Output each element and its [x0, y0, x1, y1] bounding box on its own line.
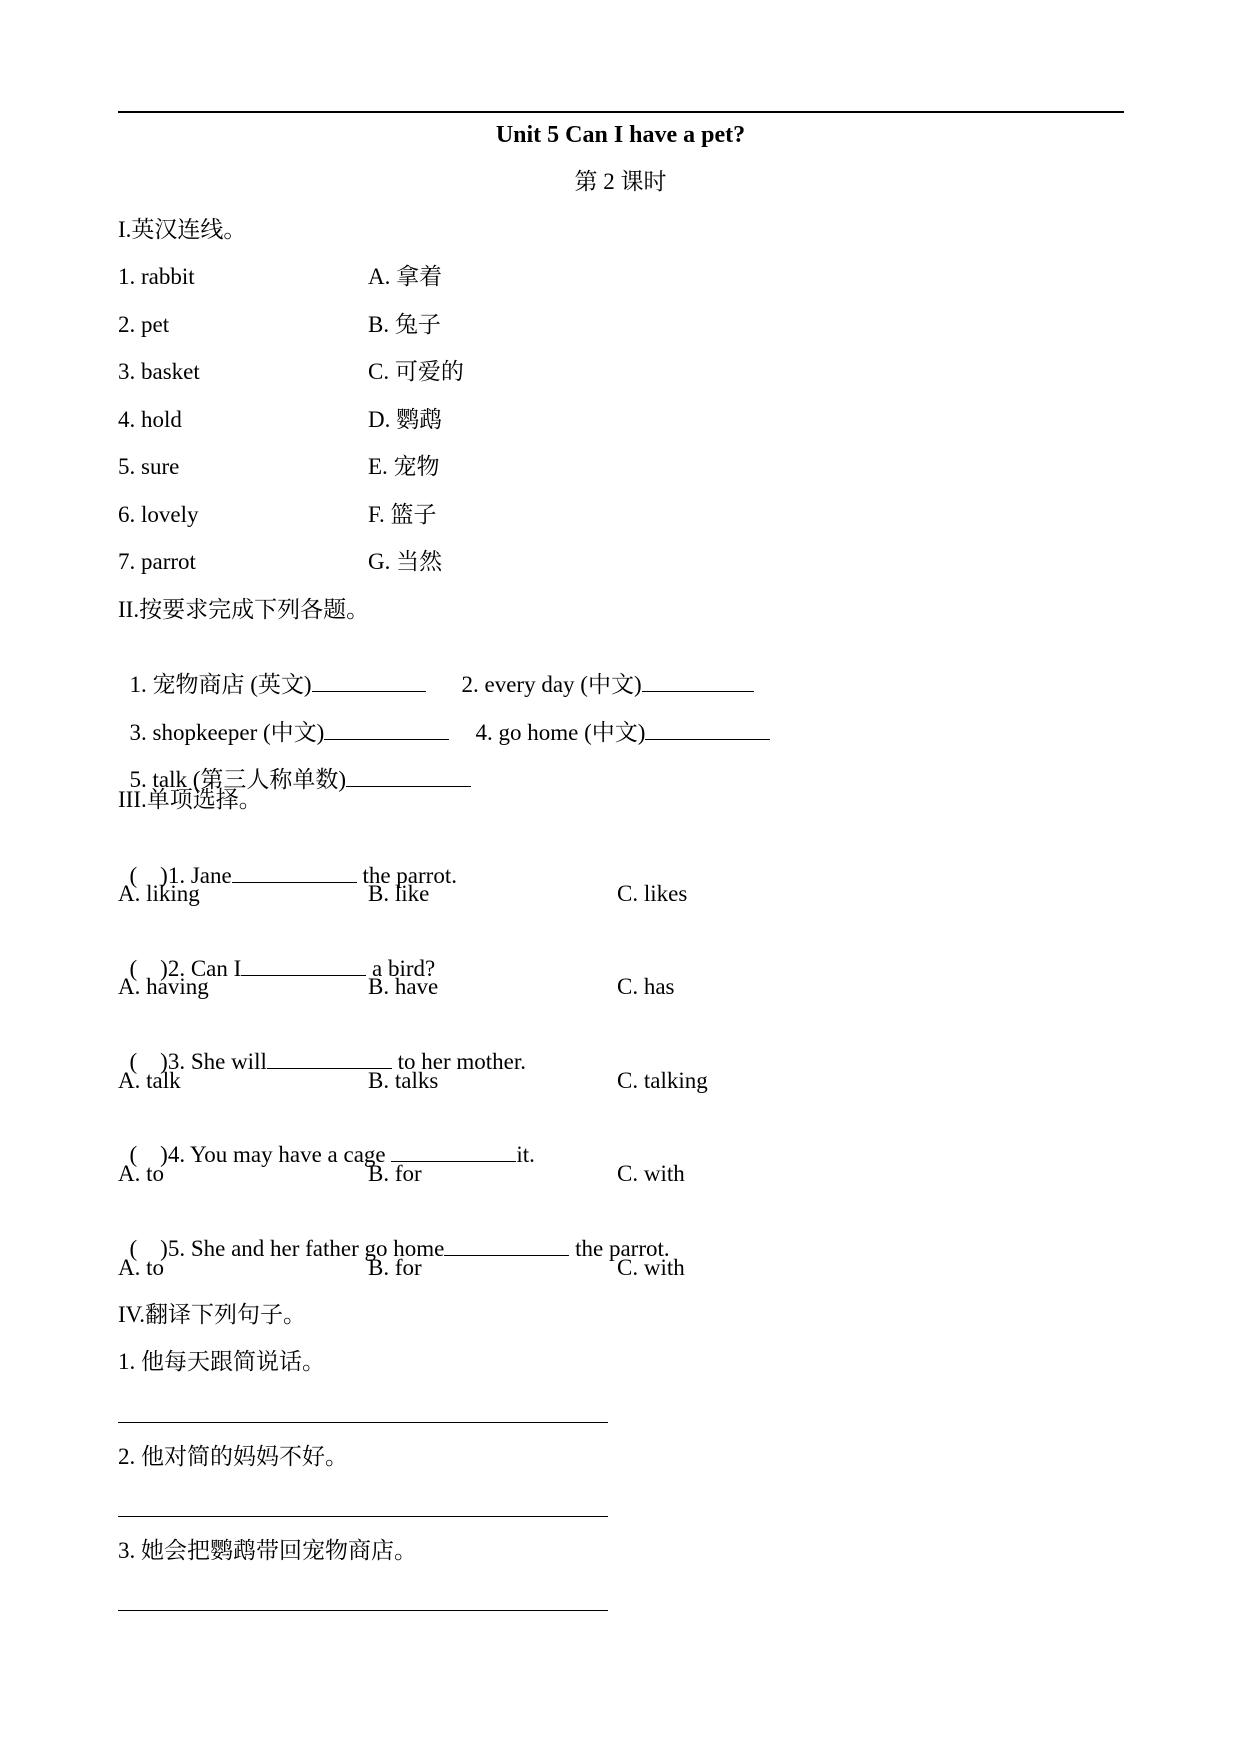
match-left-item: 1. rabbit [118, 264, 195, 289]
task-label: 1. 宠物商店 (英文) [129, 672, 312, 697]
choice-option[interactable]: A. to [118, 1255, 164, 1280]
translation-prompt: 1. 他每天跟简说话。 [118, 1349, 325, 1374]
question-prefix: ( )5. She and her father go home [129, 1236, 445, 1261]
match-right-item: F. 篮子 [368, 502, 437, 527]
match-right-item: C. 可爱的 [368, 359, 464, 384]
match-left-item: 5. sure [118, 454, 180, 479]
answer-blank[interactable] [232, 862, 357, 883]
worksheet-title: Unit 5 Can I have a pet? [495, 122, 746, 148]
question-suffix: a bird? [366, 956, 436, 981]
translation-answer-line[interactable] [118, 1516, 608, 1517]
task-label: 4. go home (中文) [475, 720, 646, 745]
match-left-item: 7. parrot [118, 549, 196, 574]
answer-blank[interactable] [645, 719, 770, 740]
choice-option[interactable]: B. for [368, 1161, 422, 1186]
choice-option[interactable]: C. talking [617, 1068, 708, 1093]
match-right-item: D. 鹦鹉 [368, 407, 443, 432]
choice-option[interactable]: B. for [368, 1255, 422, 1280]
match-right-item: A. 拿着 [368, 264, 443, 289]
translation-answer-line[interactable] [118, 1610, 608, 1611]
choice-option[interactable]: C. likes [617, 881, 688, 906]
translation-answer-line[interactable] [118, 1422, 608, 1423]
question-suffix: to her mother. [391, 1049, 526, 1074]
answer-blank[interactable] [346, 766, 471, 787]
answer-blank[interactable] [267, 1048, 392, 1069]
question-suffix: the parrot. [356, 863, 457, 888]
section-4-heading: IV.翻译下列句子。 [118, 1302, 307, 1327]
header-rule [118, 111, 1124, 113]
match-left-item: 6. lovely [118, 502, 199, 527]
match-right-item: B. 兔子 [368, 312, 441, 337]
question-prefix: ( )4. You may have a cage [129, 1142, 392, 1167]
question-suffix: the parrot. [569, 1236, 670, 1261]
choice-option[interactable]: C. with [617, 1161, 685, 1186]
section-3-heading: III.单项选择。 [118, 787, 262, 812]
match-left-item: 2. pet [118, 312, 170, 337]
task-label: 5. talk (第三人称单数) [129, 767, 347, 792]
task-label: 3. shopkeeper (中文) [129, 720, 325, 745]
choice-option[interactable]: C. has [617, 974, 675, 999]
lesson-subtitle: 第 2 课时 [574, 169, 667, 194]
choice-option[interactable]: B. have [368, 974, 439, 999]
choice-question [118, 1113, 535, 1169]
answer-blank[interactable] [324, 719, 449, 740]
match-right-item: G. 当然 [368, 549, 443, 574]
answer-blank[interactable] [642, 671, 754, 692]
answer-blank[interactable] [391, 1141, 516, 1162]
choice-option[interactable]: A. liking [118, 881, 200, 906]
choice-option[interactable]: B. talks [368, 1068, 439, 1093]
choice-option[interactable]: A. to [118, 1161, 164, 1186]
choice-option[interactable]: A. talk [118, 1068, 181, 1093]
task-item [464, 691, 770, 747]
section-2-heading: II.按要求完成下列各题。 [118, 597, 370, 622]
translation-prompt: 2. 他对简的妈妈不好。 [118, 1444, 348, 1469]
translation-prompt: 3. 她会把鹦鹉带回宠物商店。 [118, 1538, 417, 1563]
match-left-item: 3. basket [118, 359, 200, 384]
task-label: 2. every day (中文) [461, 672, 642, 697]
choice-option[interactable]: B. like [368, 881, 430, 906]
choice-option[interactable]: A. having [118, 974, 209, 999]
choice-option[interactable]: C. with [617, 1255, 685, 1280]
match-right-item: E. 宠物 [368, 454, 440, 479]
question-prefix: ( )2. Can I [129, 956, 242, 981]
question-prefix: ( )3. She will [129, 1049, 267, 1074]
section-1-heading: I.英汉连线。 [118, 217, 247, 242]
match-left-item: 4. hold [118, 407, 182, 432]
answer-blank[interactable] [444, 1235, 569, 1256]
answer-blank[interactable] [241, 955, 366, 976]
question-prefix: ( )1. Jane [129, 863, 232, 888]
question-suffix: it. [516, 1142, 535, 1167]
answer-blank[interactable] [312, 671, 426, 692]
